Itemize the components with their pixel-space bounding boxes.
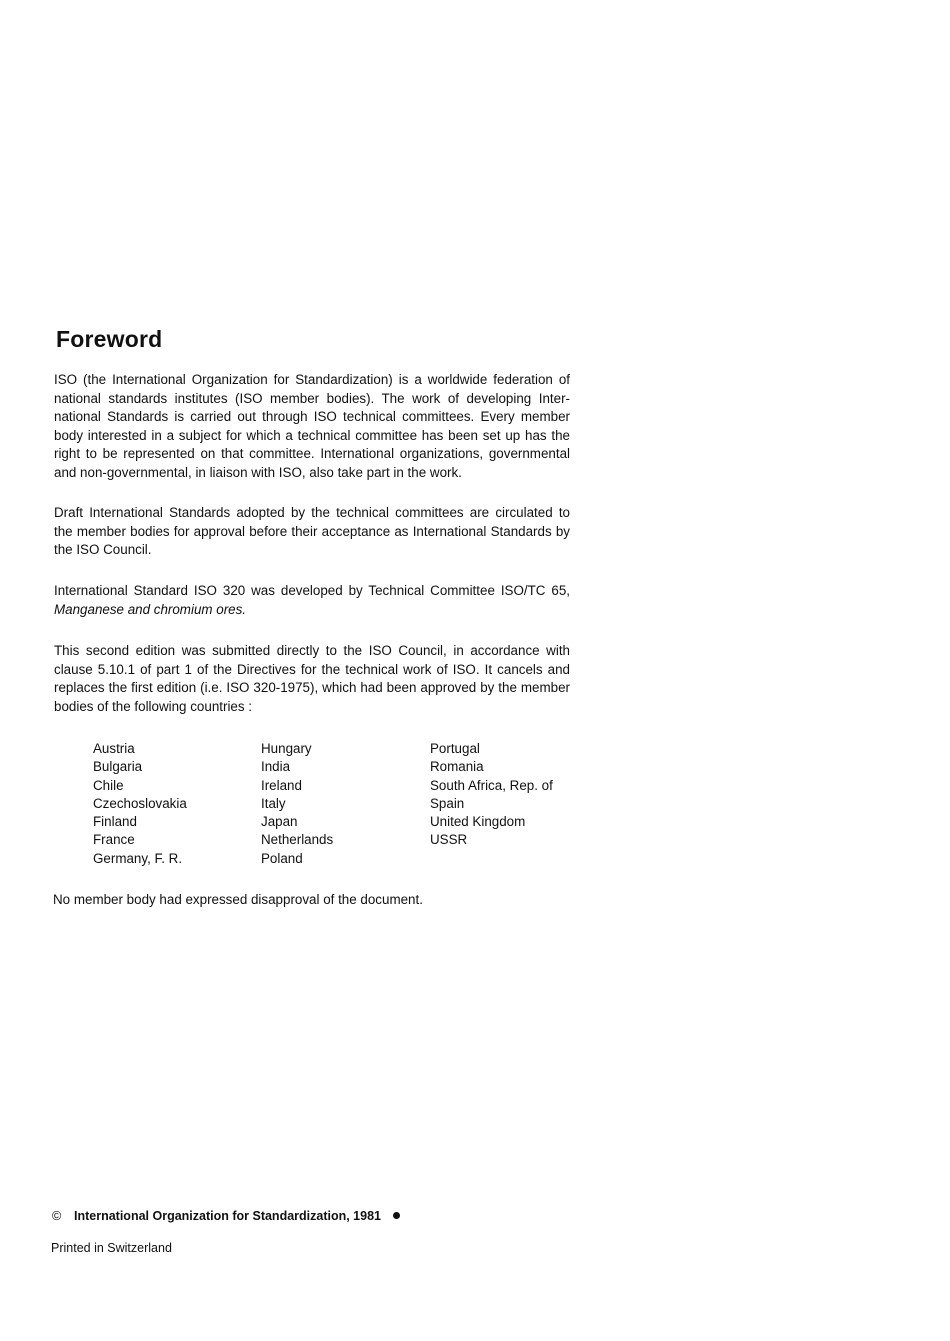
printed-location: Printed in Switzerland [51, 1241, 172, 1255]
countries-column-2 [261, 740, 333, 868]
copyright-notice [52, 1209, 400, 1223]
copyright-text: International Organization for Standardization, 1981 [74, 1209, 381, 1223]
text-line: Draft International Standards adopted by the technical committees are circulated to [54, 505, 570, 520]
country-item: Bulgaria [93, 759, 143, 775]
country-item: Italy [261, 795, 286, 811]
country-item: Romania [430, 759, 484, 775]
bullet-dot-icon [393, 1212, 400, 1219]
countries-column-1 [93, 740, 187, 868]
country-item: Czechoslovakia [93, 795, 187, 811]
page-title: Foreword [56, 326, 163, 352]
country-item: United Kingdom [430, 814, 526, 830]
text-line: clause 5.10.1 of part 1 of the Directives for the technical work of ISO. It cancels and [54, 661, 570, 677]
committee-title: Manganese and chromium ores. [54, 601, 247, 617]
text-line: national Standards is carried out through ISO technical committees. Every member [54, 409, 570, 424]
country-item: Japan [261, 814, 298, 830]
country-item: India [261, 759, 291, 775]
country-item: Austria [93, 741, 135, 756]
country-item: South Africa, Rep. of [430, 777, 553, 793]
text-line: and non-governmental, in liaison with ISO, also take part in the work. [54, 464, 462, 480]
text-line: body interested in a subject for which a technical committee has been set up has the [54, 427, 570, 443]
paragraph-second-edition [54, 642, 570, 716]
country-item: Ireland [261, 777, 302, 793]
country-item: Spain [430, 795, 465, 811]
text-line: International Standard ISO 320 was developed by Technical Committee ISO/TC 65, [54, 583, 570, 598]
copyright-icon: © [52, 1209, 62, 1223]
text-line: the member bodies for approval before their acceptance as International Standards by [54, 523, 570, 539]
paragraph-no-disapproval: No member body had expressed disapproval of the document. [53, 892, 423, 907]
country-item: France [93, 832, 135, 848]
text-line: bodies of the following countries : [54, 698, 253, 714]
text-line: national standards institutes (ISO member bodies). The work of developing Inter- [54, 390, 570, 406]
paragraph-draft-standards [54, 504, 570, 560]
text-line: replaces the first edition (i.e. ISO 320-1975), which had been approved by the member [54, 680, 570, 695]
country-item: Chile [93, 777, 124, 793]
country-item: Poland [261, 850, 303, 866]
country-item: Netherlands [261, 832, 334, 848]
paragraph-technical-committee [54, 582, 570, 619]
text-line: ISO (the International Organization for Standardization) is a worldwide federation of [54, 372, 570, 387]
countries-column-3 [430, 740, 553, 850]
text-line: This second edition was submitted directly to the ISO Council, in accordance with [54, 643, 570, 658]
text-line: the ISO Council. [54, 542, 152, 557]
country-item: USSR [430, 832, 468, 848]
paragraph-iso-description [54, 371, 570, 482]
country-item: Finland [93, 814, 137, 830]
country-item: Germany, F. R. [93, 850, 183, 866]
country-item: Hungary [261, 741, 312, 756]
country-item: Portugal [430, 741, 480, 756]
text-line: right to be represented on that committee. International organizations, governmental [54, 446, 570, 461]
